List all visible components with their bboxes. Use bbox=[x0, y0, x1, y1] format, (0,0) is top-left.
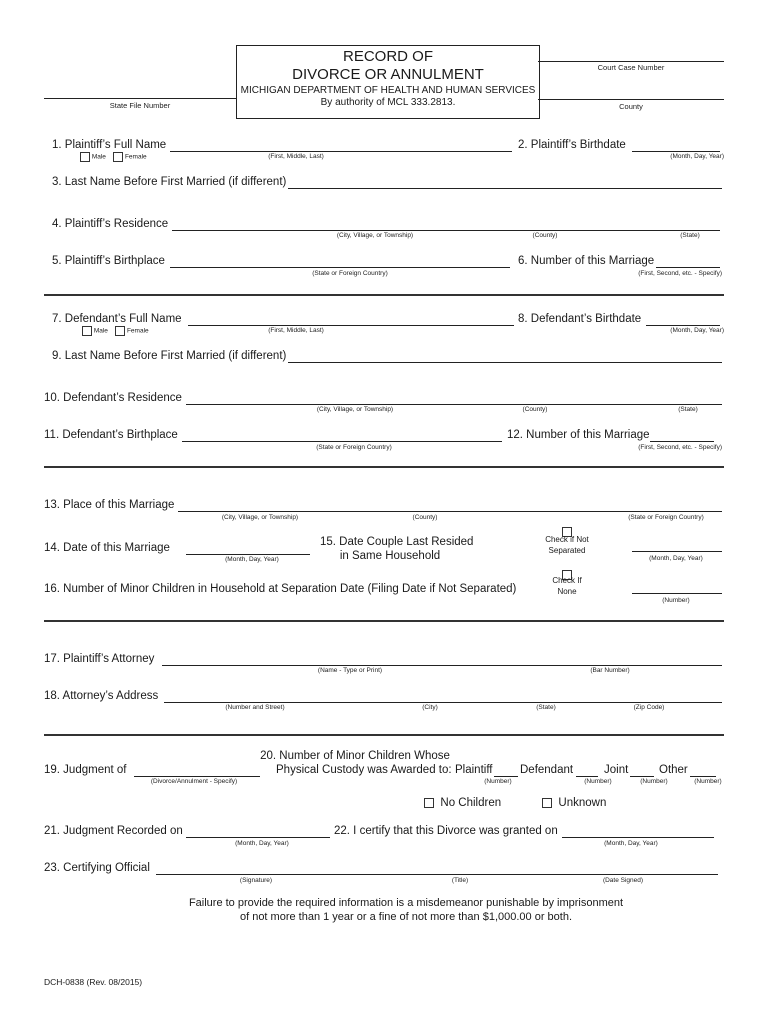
defendant-female-label: Female bbox=[126, 327, 149, 335]
defendant-birthdate-label: 8. Defendant’s Birthdate bbox=[518, 313, 642, 325]
no-children-checkbox[interactable] bbox=[424, 798, 434, 808]
defendant-birthdate-field[interactable] bbox=[646, 311, 720, 326]
custody-joint-sub: (Number) bbox=[640, 778, 668, 785]
custody-other-label: Other bbox=[659, 764, 688, 776]
attorney-address-label: 18. Attorney’s Address bbox=[44, 690, 159, 702]
resided-label-line1: 15. Date Couple Last Resided bbox=[320, 536, 474, 548]
minor-children-sub: (Number) bbox=[662, 597, 690, 604]
minor-children-field[interactable] bbox=[632, 593, 722, 594]
defendant-residence-city-sub: (City, Village, or Township) bbox=[316, 406, 394, 413]
custody-plaintiff-field[interactable] bbox=[494, 762, 518, 777]
defendant-birthplace-field[interactable] bbox=[182, 427, 502, 442]
attorney-bar-sub: (Bar Number) bbox=[590, 667, 630, 674]
defendant-residence-field[interactable] bbox=[186, 390, 722, 405]
not-separated-label-1: Check if Not bbox=[545, 535, 589, 544]
attorney-city-sub: (City) bbox=[422, 704, 438, 711]
plaintiff-female-label: Female bbox=[124, 153, 147, 161]
plaintiff-residence-city-sub: (City, Village, or Township) bbox=[336, 232, 414, 239]
plaintiff-sex-options bbox=[80, 152, 147, 162]
custody-other-sub: (Number) bbox=[694, 778, 722, 785]
attorney-name-sub: (Name - Type or Print) bbox=[317, 667, 383, 674]
certify-date-field[interactable] bbox=[562, 823, 714, 838]
minor-children-label: 16. Number of Minor Children in Household at Separation Date (Filing Date if Not Separated) bbox=[44, 583, 517, 595]
unknown-label: Unknown bbox=[558, 797, 607, 809]
section-divider bbox=[44, 466, 724, 468]
plaintiff-birthdate-field[interactable] bbox=[632, 137, 720, 152]
marriage-place-city-sub: (City, Village, or Township) bbox=[221, 514, 299, 521]
form-number: DCH-0838 (Rev. 08/2015) bbox=[44, 977, 143, 987]
defendant-birthdate-sub: (Month, Day, Year) bbox=[670, 327, 724, 334]
plaintiff-lastname-field[interactable] bbox=[288, 174, 722, 189]
judgment-recorded-field[interactable] bbox=[186, 823, 330, 838]
judgment-type-field[interactable] bbox=[134, 762, 260, 777]
custody-label-line1: 20. Number of Minor Children Whose bbox=[260, 750, 450, 762]
defendant-name-sub: (First, Middle, Last) bbox=[268, 327, 324, 334]
certifying-official-label: 23. Certifying Official bbox=[44, 862, 150, 874]
department-name: MICHIGAN DEPARTMENT OF HEALTH AND HUMAN SERVICES bbox=[240, 85, 536, 96]
title-sub: (Title) bbox=[451, 877, 469, 884]
defendant-name-field[interactable] bbox=[188, 311, 514, 326]
judgment-label: 19. Judgment of bbox=[44, 764, 127, 776]
defendant-marriage-number-field[interactable] bbox=[650, 427, 714, 442]
plaintiff-birthplace-field[interactable] bbox=[170, 253, 510, 268]
plaintiff-birthdate-sub: (Month, Day, Year) bbox=[670, 153, 724, 160]
custody-label-line2: Physical Custody was Awarded to: bbox=[276, 764, 452, 776]
defendant-lastname-label: 9. Last Name Before First Married (if different) bbox=[52, 350, 287, 362]
form-title-box bbox=[236, 45, 540, 119]
plaintiff-marriage-number-sub: (First, Second, etc. - Specify) bbox=[638, 270, 722, 277]
plaintiff-male-checkbox[interactable] bbox=[80, 152, 90, 162]
attorney-zip-sub: (Zip Code) bbox=[633, 704, 665, 711]
plaintiff-female-checkbox[interactable] bbox=[113, 152, 123, 162]
judgment-recorded-label: 21. Judgment Recorded on bbox=[44, 825, 183, 837]
plaintiff-birthplace-sub: (State or Foreign Country) bbox=[312, 270, 388, 277]
unknown-checkbox[interactable] bbox=[542, 798, 552, 808]
resided-label-line2: in Same Household bbox=[339, 550, 441, 562]
plaintiff-male-label: Male bbox=[91, 153, 106, 161]
resided-date-sub: (Month, Day, Year) bbox=[649, 555, 703, 562]
unknown-option bbox=[542, 797, 606, 809]
custody-other-field[interactable] bbox=[690, 762, 716, 777]
section-divider bbox=[44, 294, 724, 296]
defendant-sex-options bbox=[82, 326, 149, 336]
plaintiff-marriage-number-label: 6. Number of this Marriage bbox=[518, 255, 655, 267]
certify-label: 22. I certify that this Divorce was granted on bbox=[334, 825, 558, 837]
plaintiff-name-sub: (First, Middle, Last) bbox=[268, 153, 324, 160]
defendant-name-label: 7. Defendant’s Full Name bbox=[52, 313, 182, 325]
custody-joint-field[interactable] bbox=[630, 762, 654, 777]
custody-plaintiff-label: Plaintiff bbox=[455, 764, 493, 776]
authority-text: By authority of MCL 333.2813. bbox=[320, 97, 456, 108]
defendant-marriage-number-label: 12. Number of this Marriage bbox=[507, 429, 650, 441]
certifying-official-field[interactable] bbox=[156, 860, 718, 875]
marriage-place-county-sub: (County) bbox=[412, 514, 438, 521]
state-file-number-field[interactable] bbox=[44, 98, 236, 99]
attorney-street-sub: (Number and Street) bbox=[225, 704, 285, 711]
certify-date-sub: (Month, Day, Year) bbox=[604, 840, 658, 847]
custody-defendant-sub: (Number) bbox=[584, 778, 612, 785]
defendant-male-label: Male bbox=[93, 327, 108, 335]
state-file-number-label: State File Number bbox=[109, 101, 171, 110]
defendant-birthplace-label: 11. Defendant’s Birthplace bbox=[44, 429, 178, 441]
plaintiff-marriage-number-field[interactable] bbox=[656, 253, 720, 268]
marriage-place-state-sub: (State or Foreign Country) bbox=[628, 514, 704, 521]
court-case-number-field[interactable] bbox=[538, 61, 724, 62]
marriage-date-field[interactable] bbox=[186, 540, 310, 555]
plaintiff-name-label: 1. Plaintiff’s Full Name bbox=[52, 139, 167, 151]
plaintiff-lastname-label: 3. Last Name Before First Married (if different) bbox=[52, 176, 287, 188]
date-signed-sub: (Date Signed) bbox=[602, 877, 644, 884]
marriage-place-label: 13. Place of this Marriage bbox=[44, 499, 175, 511]
attorney-label: 17. Plaintiff’s Attorney bbox=[44, 653, 155, 665]
form-title-line2: DIVORCE OR ANNULMENT bbox=[292, 66, 484, 83]
defendant-female-checkbox[interactable] bbox=[115, 326, 125, 336]
marriage-place-field[interactable] bbox=[178, 497, 722, 512]
plaintiff-birthplace-label: 5. Plaintiff’s Birthplace bbox=[52, 255, 165, 267]
warning-line2: of not more than 1 year or a fine of not more than $1,000.00 or both. bbox=[239, 911, 573, 923]
resided-date-field[interactable] bbox=[632, 551, 722, 552]
judgment-recorded-sub: (Month, Day, Year) bbox=[235, 840, 289, 847]
attorney-name-field[interactable] bbox=[162, 651, 722, 666]
section-divider bbox=[44, 620, 724, 622]
plaintiff-birthdate-label: 2. Plaintiff’s Birthdate bbox=[518, 139, 626, 151]
warning-line1: Failure to provide the required information is a misdemeanor punishable by imprisonment bbox=[188, 897, 624, 909]
attorney-address-field[interactable] bbox=[164, 688, 722, 703]
county-label: County bbox=[619, 102, 643, 111]
defendant-lastname-field[interactable] bbox=[288, 348, 722, 363]
defendant-residence-state-sub: (State) bbox=[678, 406, 698, 413]
form-title-line1: RECORD OF bbox=[343, 48, 433, 65]
plaintiff-residence-field[interactable] bbox=[172, 216, 720, 231]
defendant-residence-county-sub: (County) bbox=[522, 406, 548, 413]
defendant-male-checkbox[interactable] bbox=[82, 326, 92, 336]
county-field[interactable] bbox=[538, 99, 724, 100]
custody-plaintiff-sub: (Number) bbox=[484, 778, 512, 785]
not-separated-label-2: Separated bbox=[548, 546, 586, 555]
attorney-state-sub: (State) bbox=[536, 704, 556, 711]
signature-sub: (Signature) bbox=[239, 877, 273, 884]
defendant-residence-label: 10. Defendant’s Residence bbox=[44, 392, 182, 404]
custody-joint-label: Joint bbox=[604, 764, 629, 776]
no-children-label: No Children bbox=[440, 797, 502, 809]
custody-defendant-label: Defendant bbox=[520, 764, 574, 776]
defendant-birthplace-sub: (State or Foreign Country) bbox=[316, 444, 392, 451]
check-none-label-1: Check If bbox=[552, 576, 582, 585]
judgment-type-sub: (Divorce/Annulment - Specify) bbox=[150, 778, 238, 785]
marriage-date-label: 14. Date of this Marriage bbox=[44, 542, 170, 554]
plaintiff-residence-label: 4. Plaintiff’s Residence bbox=[52, 218, 169, 230]
check-none-label-2: None bbox=[557, 587, 577, 596]
marriage-date-sub: (Month, Day, Year) bbox=[225, 556, 279, 563]
no-children-option bbox=[424, 797, 501, 809]
defendant-marriage-number-sub: (First, Second, etc. - Specify) bbox=[638, 444, 722, 451]
section-divider bbox=[44, 734, 724, 736]
plaintiff-name-field[interactable] bbox=[170, 137, 512, 152]
plaintiff-residence-state-sub: (State) bbox=[680, 232, 700, 239]
court-case-number-label: Court Case Number bbox=[597, 63, 665, 72]
plaintiff-residence-county-sub: (County) bbox=[532, 232, 558, 239]
custody-defendant-field[interactable] bbox=[576, 762, 598, 777]
